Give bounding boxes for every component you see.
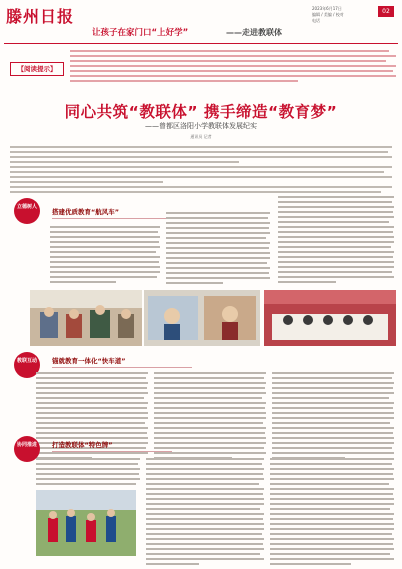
text-column <box>154 372 266 462</box>
activity-photo <box>144 290 260 346</box>
article-byline: 通讯员 记者 <box>190 134 212 139</box>
section-title: 打造教联体“特色牌” <box>52 441 113 449</box>
article-subhead: ——曾都区洛阳小学教联体发展纪实 <box>145 122 257 130</box>
section-rule <box>52 451 172 452</box>
text-column <box>272 372 394 462</box>
text-column <box>278 196 394 286</box>
intro-tag: 【阅读提示】 <box>10 62 64 76</box>
section-badge: 协同推进 <box>14 436 40 462</box>
section-title: 锚就教育一体化“快车道” <box>52 357 126 365</box>
issue-date: 2023年6月17日 <box>312 6 342 11</box>
intro-text-block <box>70 50 396 85</box>
text-column <box>36 458 140 488</box>
section-title: 搭建优质教育“航风车” <box>52 208 120 216</box>
column-name: ——走进教联体 <box>226 28 282 37</box>
text-column <box>146 458 264 568</box>
text-column <box>270 458 394 568</box>
issue-editors: 编辑 / 美编 / 校对 <box>312 12 344 17</box>
sports-photo <box>36 490 136 556</box>
classroom-photo <box>30 290 142 346</box>
issue-phone: 电话 <box>312 18 320 23</box>
event-photo <box>264 290 396 346</box>
newspaper-logo: 滕州日报 <box>6 7 75 26</box>
lead-paragraph <box>10 146 392 196</box>
section-badge: 教联互动 <box>14 352 40 378</box>
page-number: 02 <box>378 6 394 17</box>
masthead-rule <box>4 43 398 44</box>
article-headline: 同心共筑“教联体” 携手缔造“教育梦” <box>64 103 338 121</box>
section-rule <box>52 367 192 368</box>
text-column <box>50 226 160 286</box>
page-slogan: 让孩子在家门口“上好学” <box>92 28 189 38</box>
masthead <box>0 0 402 44</box>
text-column <box>166 212 270 287</box>
section-badge: 立德树人 <box>14 198 40 224</box>
